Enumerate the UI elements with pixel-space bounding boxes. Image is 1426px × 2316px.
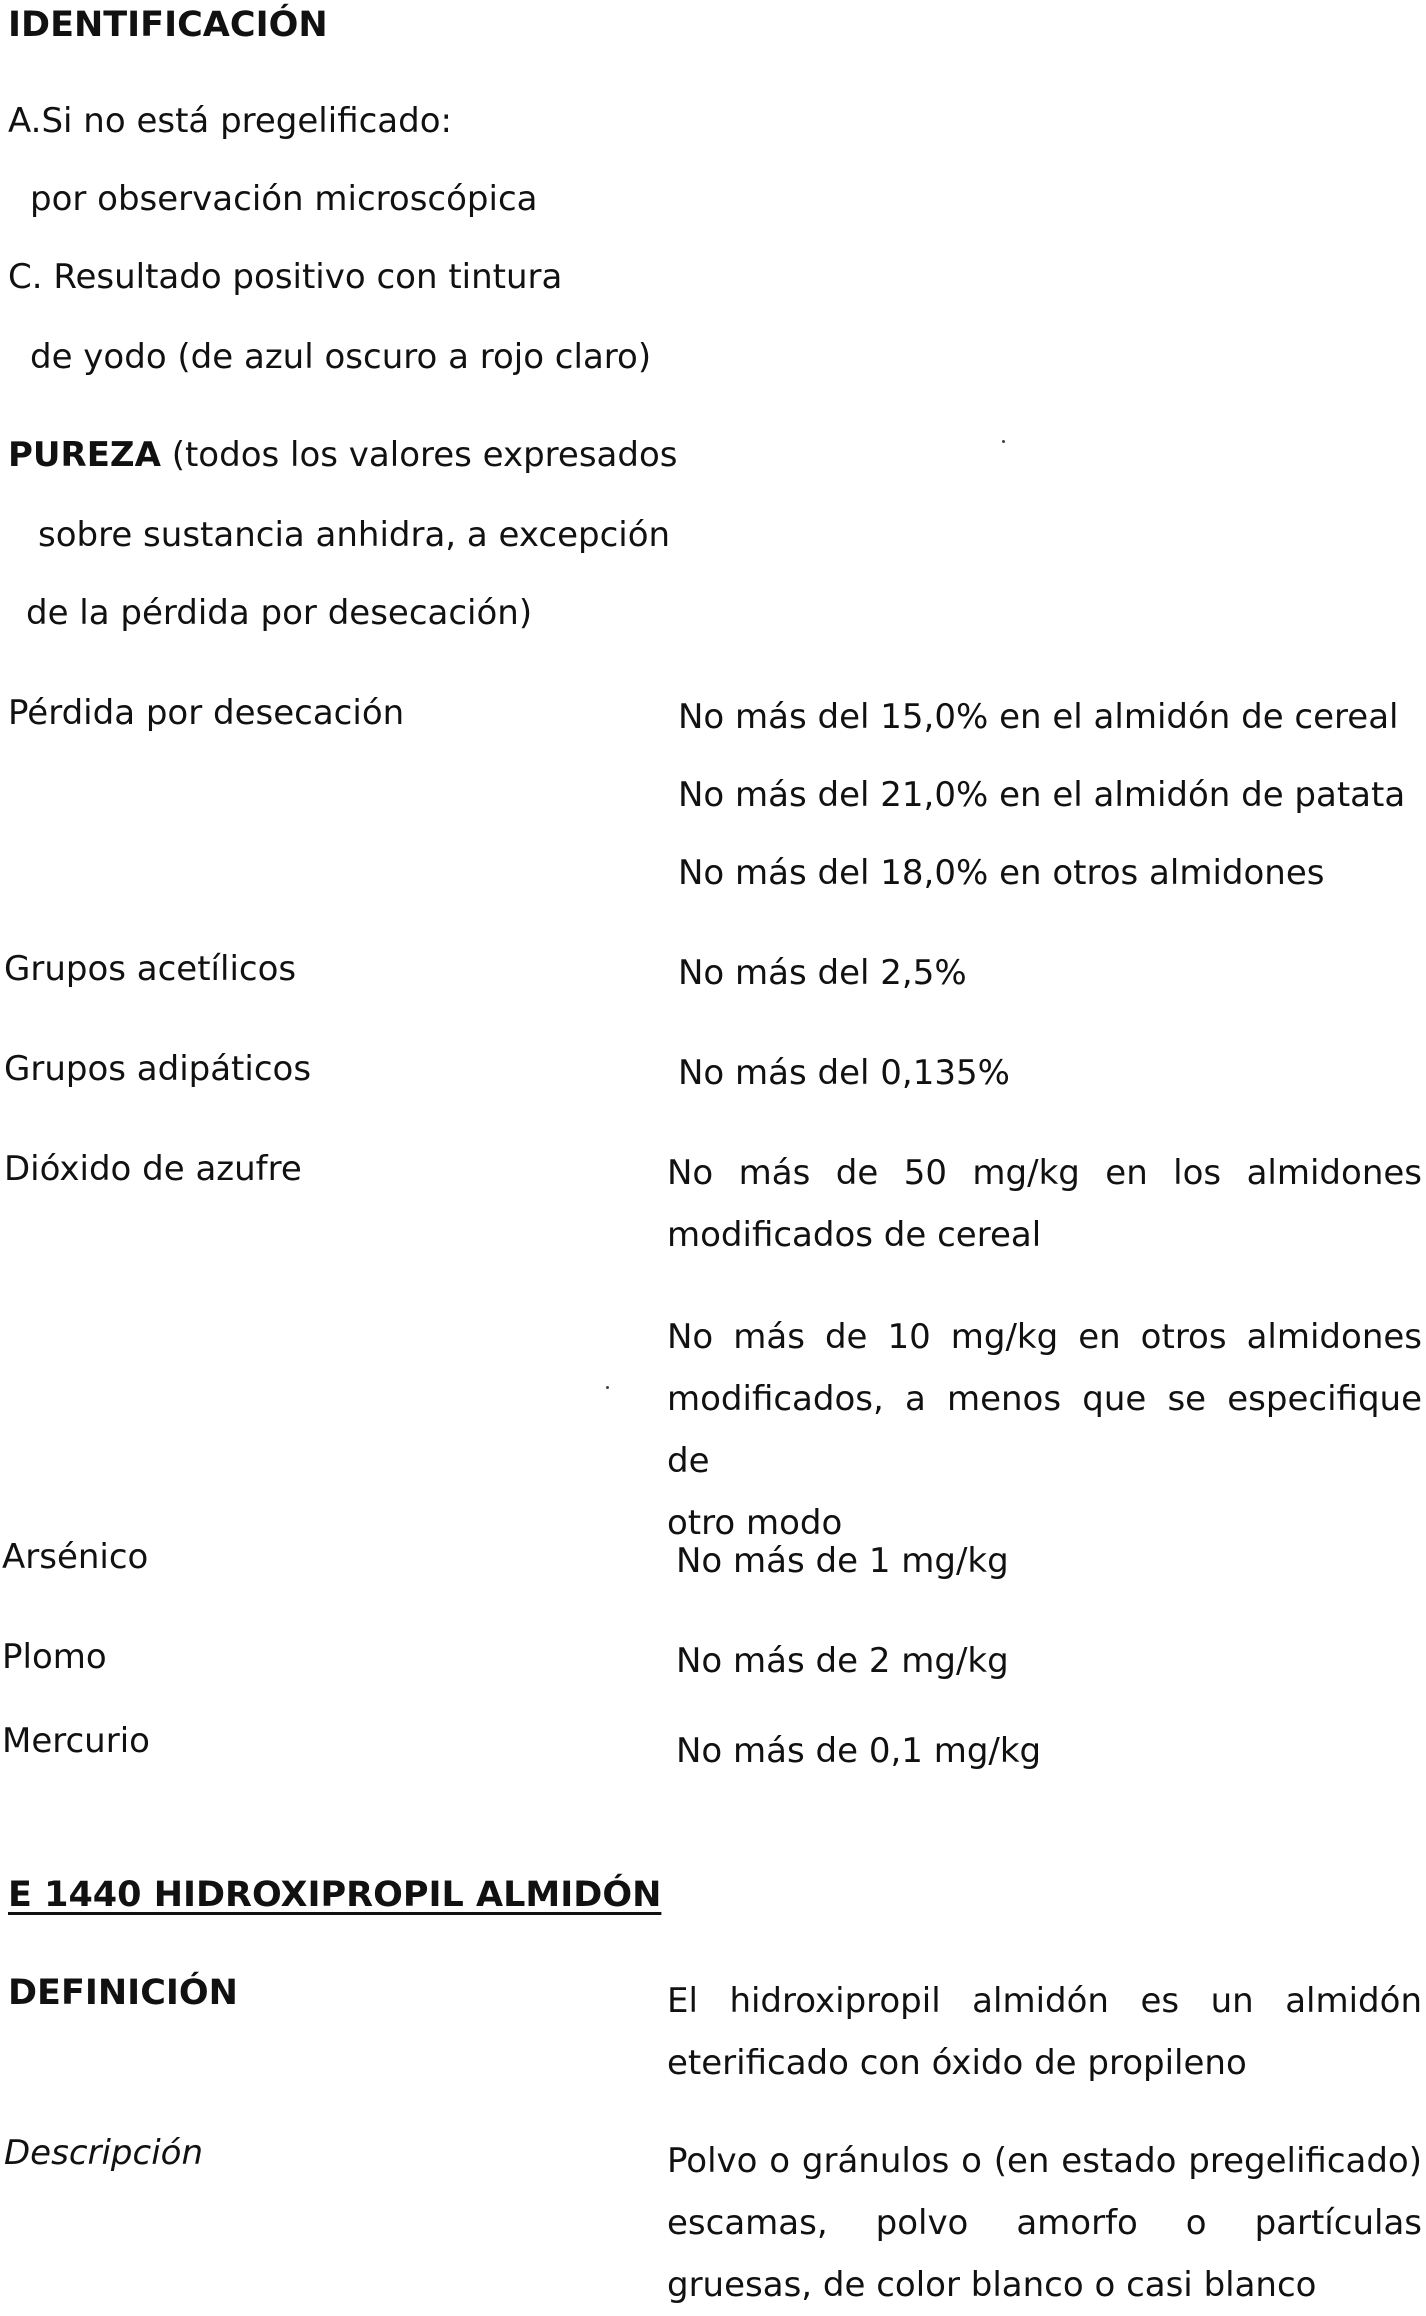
perdida-value-patata: No más del 21,0% en el almidón de patata: [678, 775, 1406, 815]
dioxido-para-cereal-line1: No más de 50 mg/kg en los almidones: [667, 1153, 1422, 1193]
identificacion-heading: IDENTIFICACIÓN: [8, 5, 328, 45]
descripcion-label: Descripción: [4, 2133, 204, 2173]
adipaticos-label: Grupos adipáticos: [4, 1049, 312, 1089]
dioxido-para-otros-line2: modificados, a menos que se especifique de: [667, 1379, 1422, 1481]
pureza-line2: sobre sustancia anhidra, a excepción: [38, 515, 671, 555]
descripcion-line3: gruesas, de color blanco o casi blanco: [667, 2265, 1317, 2305]
scan-speck: [606, 1386, 609, 1389]
pureza-heading-rest: (todos los valores expresados: [160, 435, 678, 475]
dioxido-para-otros: [667, 1306, 1422, 1554]
definicion-label: DEFINICIÓN: [8, 1973, 238, 2013]
dioxido-para-cereal: [667, 1142, 1422, 1266]
mercurio-label: Mercurio: [2, 1721, 150, 1761]
pureza-heading-bold: PUREZA: [8, 435, 161, 475]
descripcion-text: [667, 2130, 1422, 2316]
perdida-label: Pérdida por desecación: [8, 693, 405, 733]
identificacion-c-line1: C. Resultado positivo con tintura: [8, 257, 563, 297]
descripcion-line1: Polvo o gránulos o (en estado pregelificado): [667, 2141, 1422, 2181]
plomo-value: No más de 2 mg/kg: [676, 1641, 1009, 1681]
definicion-line2: eterificado con óxido de propileno: [667, 2043, 1247, 2083]
plomo-label: Plomo: [2, 1637, 107, 1677]
perdida-value-otros: No más del 18,0% en otros almidones: [678, 853, 1325, 893]
identificacion-a-line1: A.Si no está pregelificado:: [8, 101, 452, 141]
scan-speck: [1002, 440, 1005, 443]
pureza-heading: [8, 435, 678, 475]
acetilicos-value: No más del 2,5%: [678, 953, 967, 993]
identificacion-a-line2: por observación microscópica: [30, 179, 538, 219]
perdida-value-cereal: No más del 15,0% en el almidón de cereal: [678, 697, 1399, 737]
adipaticos-value: No más del 0,135%: [678, 1053, 1010, 1093]
pureza-line3: de la pérdida por desecación): [26, 593, 533, 633]
definicion-line1: El hidroxipropil almidón es un almidón: [667, 1981, 1422, 2021]
descripcion-line2: escamas, polvo amorfo o partículas: [667, 2203, 1422, 2243]
arsenico-label: Arsénico: [2, 1537, 149, 1577]
e1440-title: E 1440 HIDROXIPROPIL ALMIDÓN: [8, 1875, 662, 1915]
identificacion-c-line2: de yodo (de azul oscuro a rojo claro): [30, 337, 652, 377]
definicion-text: [667, 1970, 1422, 2094]
dioxido-para-otros-line1: No más de 10 mg/kg en otros almidones: [667, 1317, 1422, 1357]
dioxido-para-cereal-line2: modificados de cereal: [667, 1215, 1042, 1255]
dioxido-para-otros-line3: otro modo: [667, 1503, 843, 1543]
acetilicos-label: Grupos acetílicos: [4, 949, 297, 989]
mercurio-value: No más de 0,1 mg/kg: [676, 1731, 1042, 1771]
dioxido-label: Dióxido de azufre: [4, 1149, 302, 1189]
arsenico-value: No más de 1 mg/kg: [676, 1541, 1009, 1581]
